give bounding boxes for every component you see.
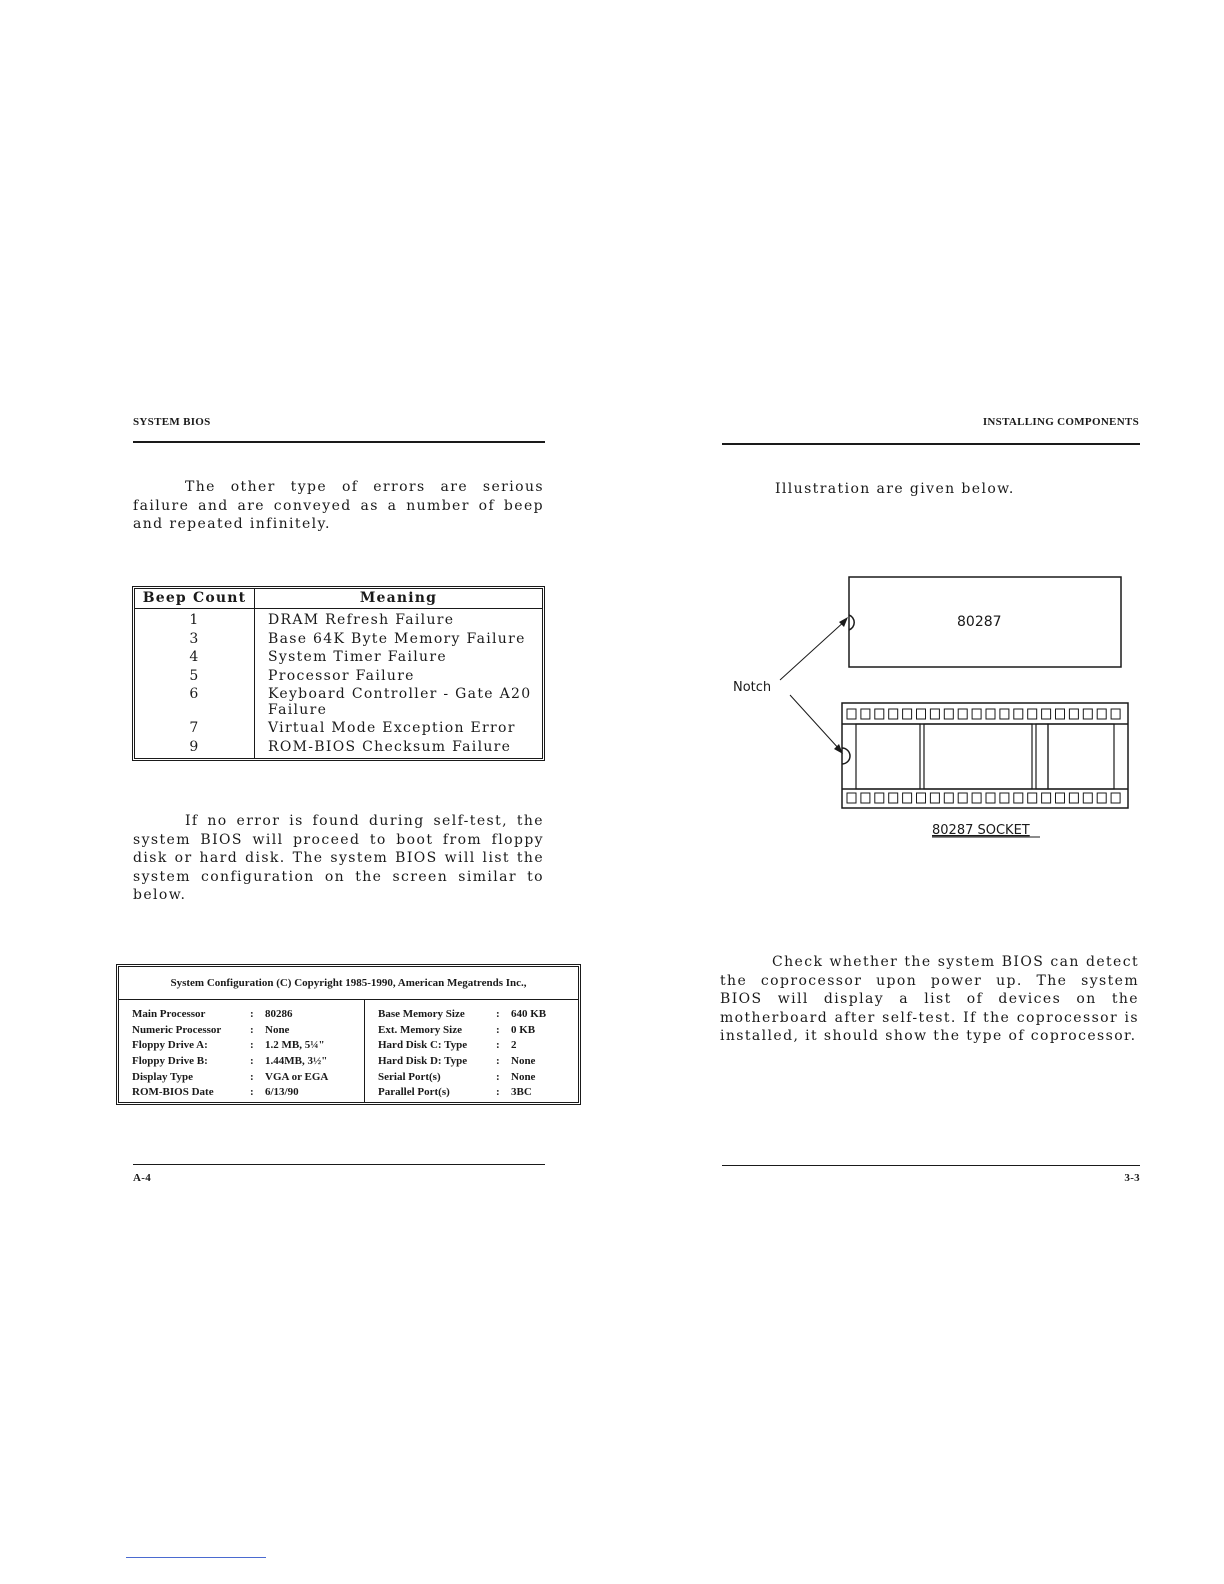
config-row: [378, 1023, 578, 1038]
header-beep-count: Beep Count: [142, 590, 247, 606]
config-colon: :: [250, 1071, 254, 1083]
config-value: 80286: [265, 1008, 293, 1020]
socket-pin: [972, 709, 981, 719]
socket-pin: [1083, 709, 1092, 719]
beep-count-cell: 1: [189, 612, 200, 628]
config-value: 640 KB: [511, 1008, 547, 1020]
config-row: [132, 1054, 362, 1069]
config-colon: :: [496, 1055, 500, 1067]
header-meaning: Meaning: [359, 590, 438, 606]
config-label: Main Processor: [132, 1008, 206, 1020]
right-paragraph: [720, 953, 1139, 1046]
config-value: VGA or EGA: [265, 1071, 329, 1083]
left-intro-paragraph: [133, 478, 544, 534]
beep-count-cell: 3: [189, 631, 200, 647]
socket-pin: [917, 709, 926, 719]
config-value: 1.2 MB, 5¼": [265, 1039, 325, 1051]
config-colon: :: [496, 1039, 500, 1051]
notch-arrow-upper: [780, 620, 846, 680]
config-colon: :: [496, 1008, 500, 1020]
config-colon: :: [250, 1039, 254, 1051]
beep-count-cell: 4: [189, 649, 200, 665]
left-page-header: SYSTEM BIOS: [133, 416, 211, 428]
beep-count-cell: 6: [189, 686, 200, 702]
left-page-number: A-4: [133, 1172, 152, 1184]
config-value: 0 KB: [511, 1024, 536, 1036]
right-footer-rule: [722, 1165, 1140, 1166]
config-label: Hard Disk D: Type: [378, 1055, 468, 1067]
socket-pin: [1000, 793, 1009, 803]
config-row: [378, 1038, 578, 1053]
config-row: [132, 1007, 362, 1022]
beep-count-cell: 7: [189, 720, 200, 736]
socket-pin: [944, 709, 953, 719]
config-row: [378, 1054, 578, 1069]
config-row: [132, 1038, 362, 1053]
notch-label: Notch: [733, 680, 772, 695]
config-label: Numeric Processor: [132, 1024, 222, 1036]
meaning-cell: Base 64K Byte Memory Failure: [268, 631, 526, 647]
socket-pin: [958, 709, 967, 719]
meaning-cell: DRAM Refresh Failure: [268, 612, 455, 628]
socket-pin: [875, 793, 884, 803]
config-value: None: [511, 1071, 536, 1083]
socket-pin: [930, 709, 939, 719]
config-label: Display Type: [132, 1071, 194, 1083]
beep-code-table: [132, 586, 545, 761]
config-label: Hard Disk C: Type: [378, 1039, 468, 1051]
socket-pin: [1028, 793, 1037, 803]
config-value: None: [265, 1024, 290, 1036]
left-footer-rule: [133, 1164, 545, 1165]
left-second-paragraph: [133, 812, 544, 905]
left-intro-text: The other type of errors are serious failure and are conveyed as a number of beep and repeated infinitely.: [133, 479, 544, 532]
socket-pins-top: [847, 709, 1120, 719]
socket-pin: [861, 793, 870, 803]
socket-pin: [1097, 793, 1106, 803]
socket-pin: [847, 709, 856, 719]
config-row: [132, 1085, 362, 1100]
beep-count-cell: 9: [189, 739, 200, 755]
socket-pin: [847, 793, 856, 803]
config-colon: :: [250, 1055, 254, 1067]
beep-count-cell: 5: [189, 668, 200, 684]
socket-pin: [917, 793, 926, 803]
socket-pin: [861, 709, 870, 719]
socket-pin: [1000, 709, 1009, 719]
config-label: Serial Port(s): [378, 1071, 441, 1083]
config-row: [132, 1023, 362, 1038]
config-divider-vertical: [364, 999, 365, 1102]
scan-artifact-line: [126, 1557, 266, 1558]
meaning-cell: System Timer Failure: [268, 649, 447, 665]
notch-arrow-lower: [790, 695, 840, 750]
diagram-caption: 80287 SOCKET: [932, 823, 1030, 838]
socket-pin: [1042, 709, 1051, 719]
config-row: [132, 1070, 362, 1085]
chip-label: 80287: [957, 614, 1002, 630]
meaning-cell: Keyboard Controller - Gate A20 Failure: [268, 686, 532, 718]
left-second-text: If no error is found during self-test, the system BIOS will proceed to boot from floppy disk or hard disk. The system BIOS will list the system configuration on the screen similar to below.: [133, 813, 544, 903]
config-label: Floppy Drive B:: [132, 1055, 208, 1067]
right-paragraph-text: Check whether the system BIOS can detect the coprocessor upon power up. The system BIOS will display a list of devices on the motherboard after self-test. If the coprocessor is installed, it should show the type of coprocessor.: [720, 954, 1139, 1044]
system-configuration-box: [116, 964, 581, 1105]
socket-pin: [1083, 793, 1092, 803]
config-colon: :: [250, 1008, 254, 1020]
config-row: [378, 1070, 578, 1085]
socket-pin: [986, 709, 995, 719]
system-config-title: System Configuration (C) Copyright 1985-1990, American Megatrends Inc.,: [170, 977, 527, 989]
socket-pin: [944, 793, 953, 803]
socket-pin: [889, 793, 898, 803]
config-label: Floppy Drive A:: [132, 1039, 208, 1051]
coprocessor-socket-diagram: [720, 560, 1140, 850]
right-page-number: 3-3: [1124, 1172, 1140, 1184]
config-value: 1.44MB, 3½": [265, 1055, 328, 1067]
socket-pin: [1042, 793, 1051, 803]
table-column-divider: [254, 589, 255, 758]
socket-pin: [1056, 793, 1065, 803]
config-divider-horizontal: [119, 999, 578, 1000]
config-label: ROM-BIOS Date: [132, 1086, 214, 1098]
socket-pin: [1028, 709, 1037, 719]
config-colon: :: [250, 1086, 254, 1098]
socket-pin: [875, 709, 884, 719]
socket-pin: [903, 793, 912, 803]
config-value: 2: [511, 1039, 517, 1051]
socket-pin: [1069, 709, 1078, 719]
meaning-cell: Processor Failure: [268, 668, 415, 684]
config-value: 3BC: [511, 1086, 532, 1098]
socket-pin: [986, 793, 995, 803]
chip-notch: [849, 615, 854, 630]
right-header-rule: [722, 443, 1140, 445]
config-colon: :: [250, 1024, 254, 1036]
socket-pin: [1111, 709, 1120, 719]
meaning-cell: ROM-BIOS Checksum Failure: [268, 739, 512, 755]
socket-pin: [1111, 793, 1120, 803]
socket-pin: [972, 793, 981, 803]
config-row: [378, 1085, 578, 1100]
socket-pin: [903, 709, 912, 719]
meaning-cell: Virtual Mode Exception Error: [268, 720, 516, 736]
table-header-row: [135, 589, 542, 609]
config-colon: :: [496, 1024, 500, 1036]
config-colon: :: [496, 1086, 500, 1098]
socket-pin: [889, 709, 898, 719]
socket-pin: [1069, 793, 1078, 803]
socket-pin: [1097, 709, 1106, 719]
socket-pin: [958, 793, 967, 803]
right-intro: Illustration are given below.: [775, 481, 1015, 497]
socket-pin: [1014, 793, 1023, 803]
config-row: [378, 1007, 578, 1022]
config-value: 6/13/90: [265, 1086, 299, 1098]
config-colon: :: [496, 1071, 500, 1083]
right-page-header: INSTALLING COMPONENTS: [982, 416, 1139, 428]
socket-pin: [1056, 709, 1065, 719]
socket-pin: [930, 793, 939, 803]
socket-pin: [1014, 709, 1023, 719]
config-label: Parallel Port(s): [378, 1086, 450, 1098]
config-label: Base Memory Size: [378, 1008, 465, 1020]
left-header-rule: [133, 441, 545, 443]
config-value: None: [511, 1055, 536, 1067]
socket-pins-bottom: [847, 793, 1120, 803]
config-label: Ext. Memory Size: [378, 1024, 462, 1036]
